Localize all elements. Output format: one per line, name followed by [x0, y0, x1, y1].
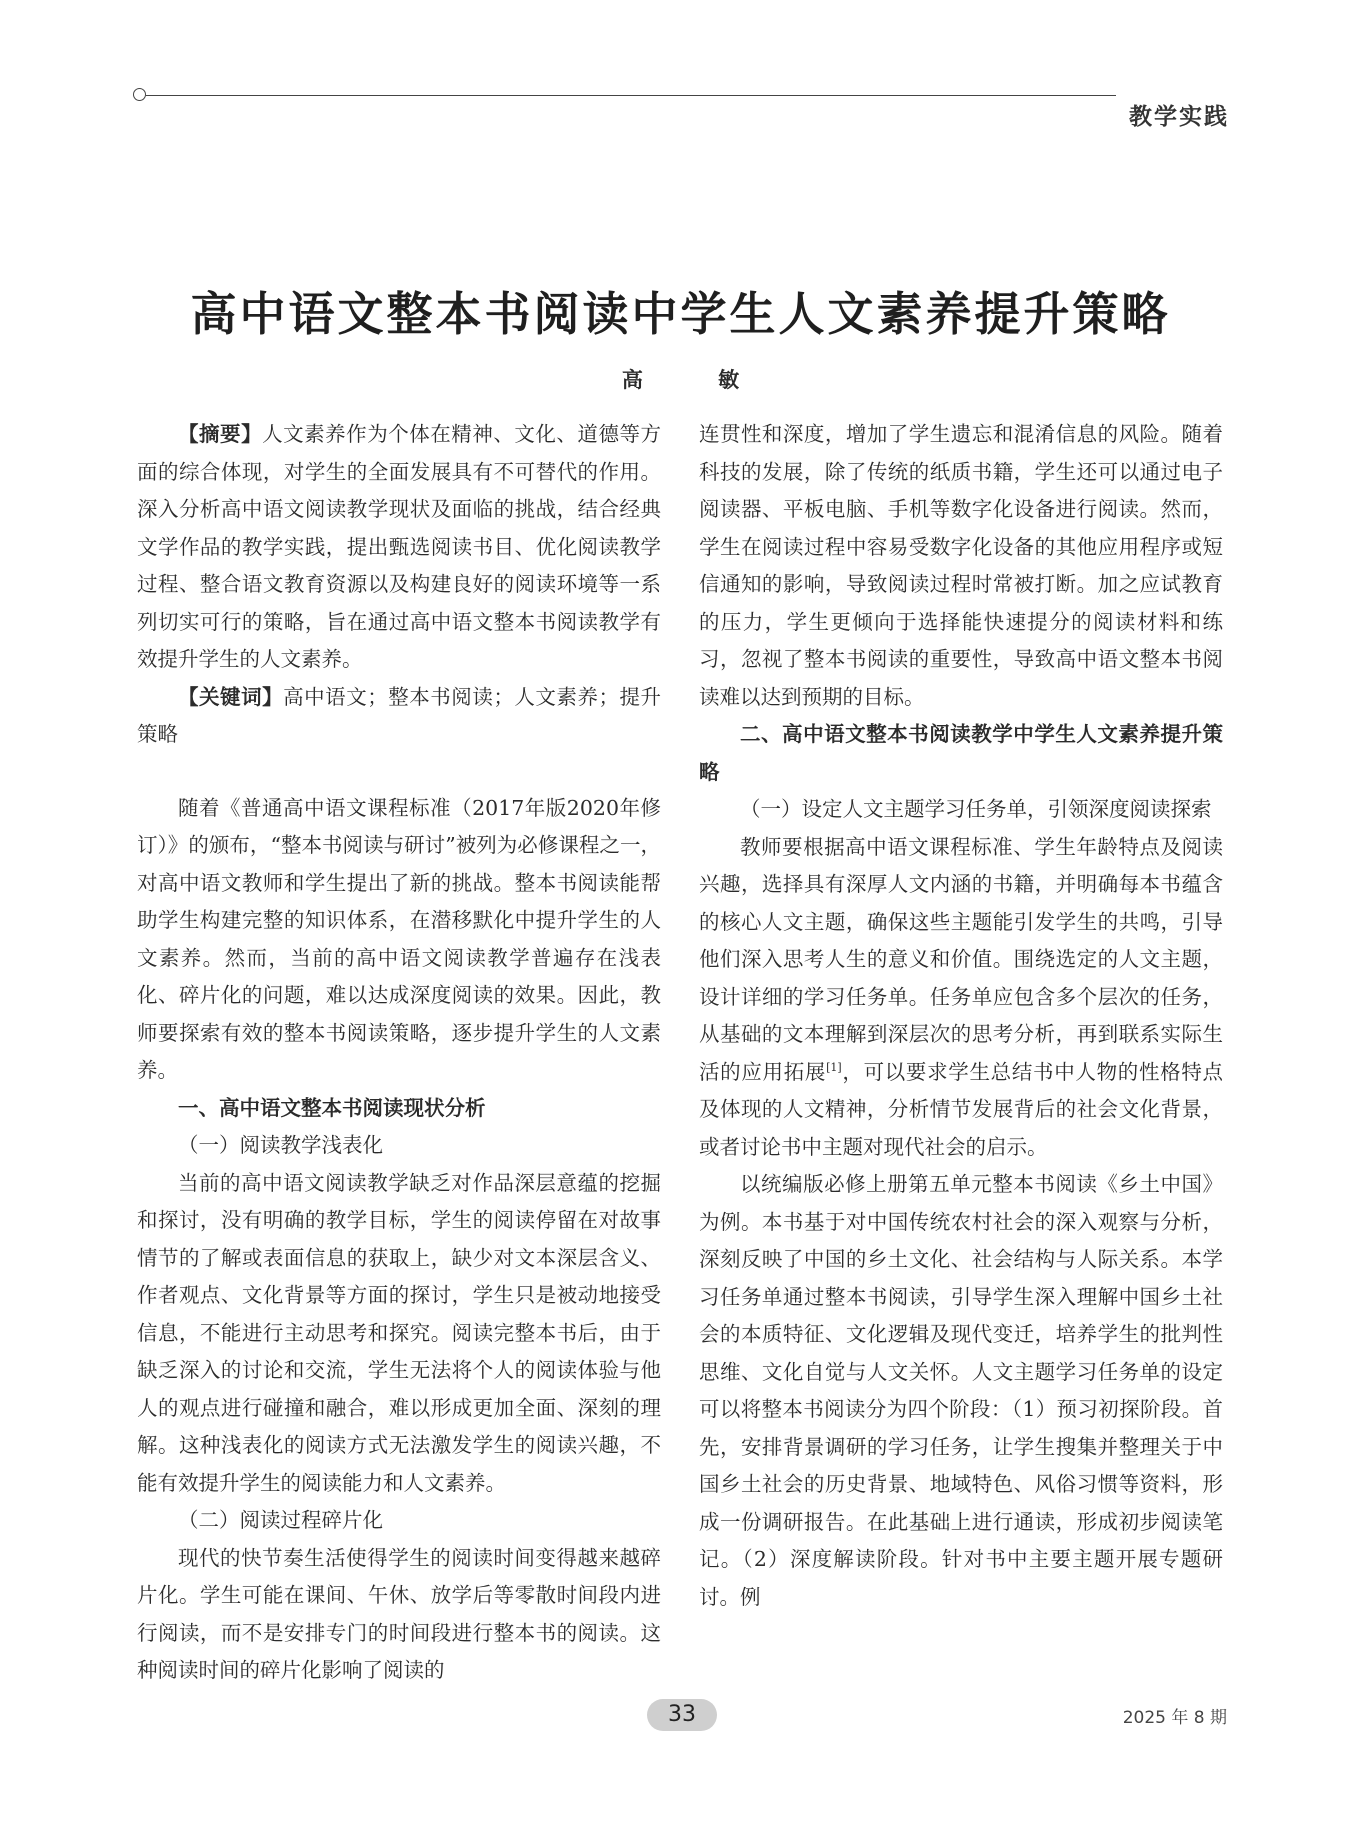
body-text: 教师要根据高中语文课程标准、学生年龄特点及阅读兴趣，选择具有深厚人文内涵的书籍，并明确每本书蕴含的核心人文主题，确保这些主题能引发学生的共鸣，引导他们深入思考人生的意义和价值。围绕选定的人文主题，设计详细的学习任务单。任务单应包含多个层次的任务，从基础的文本理解到深层次的思考分析，再到联系实际生活的应用拓展 [699, 834, 1223, 1084]
page-number-badge: 33 [647, 1699, 717, 1731]
intro-paragraph: 随着《普通高中语文课程标准（2017年版2020年修订）》的颁布，“整本书阅读与研讨”被列为必修课程之一，对高中语文教师和学生提出了新的挑战。整本书阅读能帮助学生构建完整的知识体系，在潜移默化中提升学生的人文素养。然而，当前的高中语文阅读教学普遍存在浅表化、碎片化的问题，难以达成深度阅读的效果。因此，教师要探索有效的整本书阅读策略，逐步提升学生的人文素养。 [137, 795, 661, 1082]
author: 高 敏 [621, 367, 774, 392]
abstract [137, 416, 661, 679]
issue-label: 2025 年 8 期 [1122, 1708, 1227, 1728]
keywords-text: 高中语文；整本书阅读；人文素养；提升策略 [137, 684, 662, 746]
spacer [137, 754, 661, 790]
header-rule [146, 95, 1116, 96]
right-column [699, 416, 1223, 1616]
body-text: ，可以要求学生总结书中人物的性格特点及体现的人文精神，分析情节发展背后的社会文化背景，或者讨论书中主题对现代社会的启示。 [699, 1059, 1224, 1159]
section-heading-1: 一、高中语文整本书阅读现状分析 [178, 1095, 486, 1120]
abstract-label: 【摘要】 [178, 422, 263, 446]
left-column [137, 416, 661, 1690]
keywords-label: 【关键词】 [178, 684, 284, 709]
body-paragraph-continued: 连贯性和深度，增加了学生遗忘和混淆信息的风险。随着科技的发展，除了传统的纸质书籍，学生还可以通过电子阅读器、平板电脑、手机等数字化设备进行阅读。然而，学生在阅读过程中容易受数字化设备的其他应用程序或短信通知的影响，导致阅读过程时常被打断。加之应试教育的压力，学生更倾向于选择能快速提分的阅读材料和练习，忽视了整本书阅读的重要性，导致高中语文整本书阅读难以达到预期的目标。 [699, 422, 1223, 709]
reference-marker: [1] [826, 1060, 842, 1074]
subsection-heading-1-1: （一）阅读教学浅表化 [178, 1133, 383, 1157]
subsection-heading-1-2: （二）阅读过程碎片化 [178, 1508, 383, 1532]
section-heading-2: 二、高中语文整本书阅读教学中学生人文素养提升策略 [699, 722, 1223, 784]
header-ornament-circle [133, 88, 146, 101]
body-paragraph: 现代的快节奏生活使得学生的阅读时间变得越来越碎片化。学生可能在课间、午休、放学后等零散时间段内进行阅读，而不是安排专门的时间段进行整本书的阅读。这种阅读时间的碎片化影响了阅读的 [137, 1545, 661, 1682]
abstract-text: 人文素养作为个体在精神、文化、道德等方面的综合体现，对学生的全面发展具有不可替代的作用。深入分析高中语文阅读教学现状及面临的挑战，结合经典文学作品的教学实践，提出甄选阅读书目、优化阅读教学过程、整合语文教育资源以及构建良好的阅读环境等一系列切实可行的策略，旨在通过高中语文整本书阅读教学有效提升学生的人文素养。 [137, 422, 662, 671]
keywords [137, 679, 661, 754]
section-label: 教学实践 [1129, 104, 1229, 130]
body-paragraph: 当前的高中语文阅读教学缺乏对作品深层意蕴的挖掘和探讨，没有明确的教学目标，学生的阅读停留在对故事情节的了解或表面信息的获取上，缺少对文本深层含义、作者观点、文化背景等方面的探讨，学生只是被动地接受信息，不能进行主动思考和探究。阅读完整本书后，由于缺乏深入的讨论和交流，学生无法将个人的阅读体验与他人的观点进行碰撞和融合，难以形成更加全面、深刻的理解。这种浅表化的阅读方式无法激发学生的阅读兴趣，不能有效提升学生的阅读能力和人文素养。 [137, 1170, 661, 1495]
subsection-heading-2-1: （一）设定人文主题学习任务单，引领深度阅读探索 [740, 797, 1212, 821]
body-paragraph [699, 829, 1223, 1167]
article-title: 高中语文整本书阅读中学生人文素养提升策略 [190, 287, 1171, 341]
body-paragraph: 以统编版必修上册第五单元整本书阅读《乡土中国》为例。本书基于对中国传统农村社会的深入观察与分析，深刻反映了中国的乡土文化、社会结构与人际关系。本学习任务单通过整本书阅读，引导学生深入理解中国乡土社会的本质特征、文化逻辑及现代变迁，培养学生的批判性思维、文化自觉与人文关怀。人文主题学习任务单的设定可以将整本书阅读分为四个阶段：（1）预习初探阶段。首先，安排背景调研的学习任务，让学生搜集并整理关于中国乡土社会的历史背景、地域特色、风俗习惯等资料，形成一份调研报告。在此基础上进行通读，形成初步阅读笔记。（2）深度解读阶段。针对书中主要主题开展专题研讨。例 [699, 1172, 1223, 1609]
